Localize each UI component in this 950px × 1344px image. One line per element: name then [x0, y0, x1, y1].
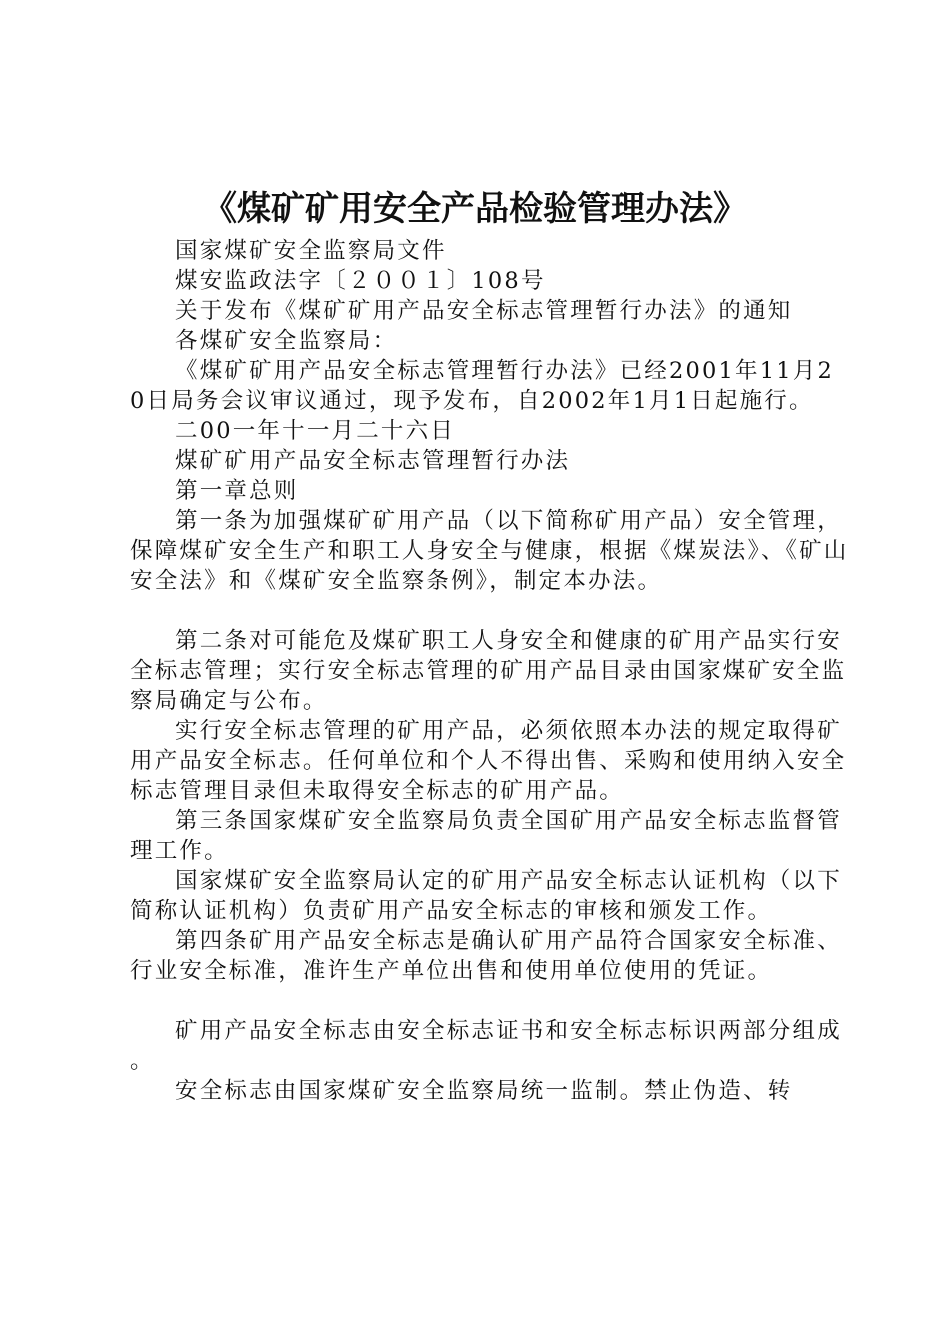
article-2-paragraph-2: 实行安全标志管理的矿用产品，必须依照本办法的规定取得矿用产品安全标志。任何单位和个人不得出售、采购和使用纳入安全标志管理目录但未取得安全标志的矿用产品。: [130, 718, 847, 804]
issuer-line: 国家煤矿安全监察局文件: [175, 238, 447, 264]
document-body: [130, 236, 850, 1106]
chapter-heading: 第一章总则: [175, 478, 299, 504]
recipient-line: 各煤矿安全监察局：: [175, 328, 398, 354]
article-1: 第一条为加强煤矿矿用产品（以下简称矿用产品）安全管理，保障煤矿安全生产和职工人身安全与健康，根据《煤炭法》、《矿山安全法》和《煤矿安全监察条例》，制定本办法。: [130, 508, 849, 594]
article-4-paragraph-3: 安全标志由国家煤矿安全监察局统一监制。禁止伪造、转: [175, 1078, 793, 1104]
article-2: 第二条对可能危及煤矿职工人身安全和健康的矿用产品实行安全标志管理；实行安全标志管理的矿用产品目录由国家煤矿安全监察局确定与公布。: [130, 628, 847, 714]
document-title: 《煤矿矿用安全产品检验管理办法》: [203, 189, 747, 229]
article-4: 第四条矿用产品安全标志是确认矿用产品符合国家安全标准、行业安全标准，准许生产单位出售和使用单位使用的凭证。: [130, 928, 842, 984]
date-line: 二00一年十一月二十六日: [175, 418, 456, 444]
article-4-paragraph-2: 矿用产品安全标志由安全标志证书和安全标志标识两部分组成。: [130, 1018, 842, 1074]
notice-paragraph: 《煤矿矿用产品安全标志管理暂行办法》已经2001年11月20日局务会议审议通过，现予发布，自2002年1月1日起施行。: [130, 358, 835, 414]
document-number: 煤安监政法字〔２００１〕108号: [175, 268, 546, 294]
measures-title: 煤矿矿用产品安全标志管理暂行办法: [175, 448, 571, 474]
article-3: 第三条国家煤矿安全监察局负责全国矿用产品安全标志监督管理工作。: [130, 808, 842, 864]
article-3-paragraph-2: 国家煤矿安全监察局认定的矿用产品安全标志认证机构（以下简称认证机构）负责矿用产品安全标志的审核和颁发工作。: [130, 868, 842, 924]
notice-title: 关于发布《煤矿矿用产品安全标志管理暂行办法》的通知: [175, 298, 793, 324]
